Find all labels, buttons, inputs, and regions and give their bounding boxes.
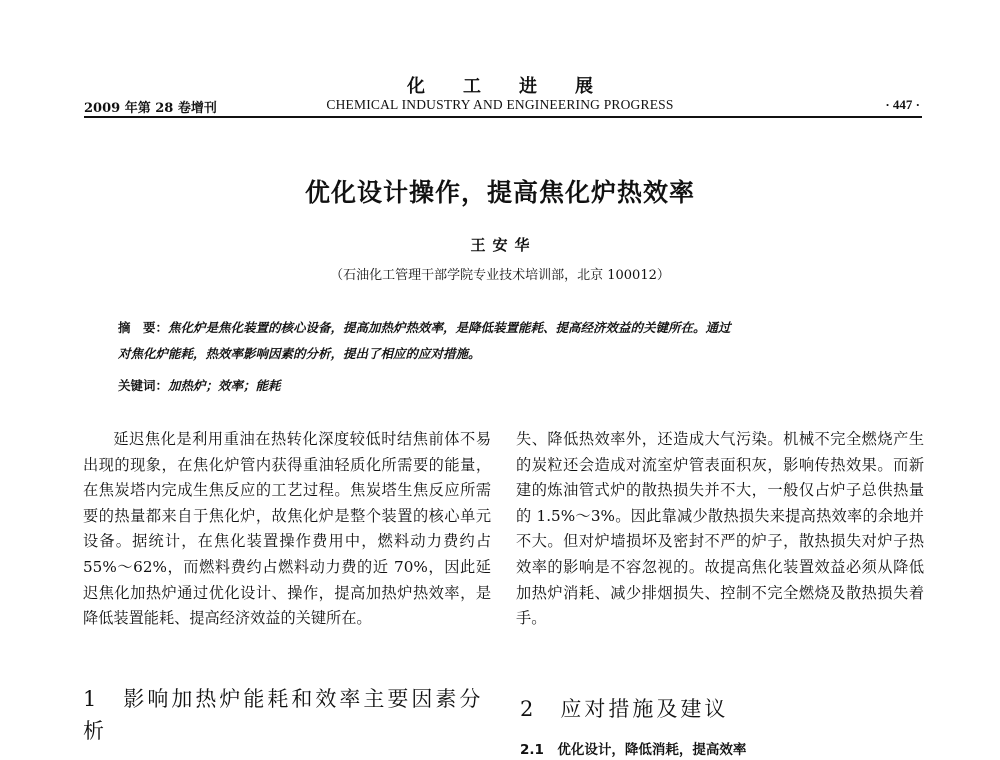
abstract-label: 摘 要： (118, 320, 169, 335)
intro-paragraph: 延迟焦化是利用重油在热转化深度较低时结焦前体不易出现的现象，在焦化炉管内获得重油轻质化所需要的能量，在焦炭塔内完成生焦反应的工艺过程。焦炭塔生焦反应所需要的热量都来自于焦化炉，故焦化炉是整个装置的核心单元设备。据统计，在焦化装置操作费用中，燃料动力费约占 55%～62%，而燃料费约占燃料动力费的近 70%，因此延迟焦化加热炉通过优化设计、操作，提高加热炉热效率，是降低装置能耗、提高经济效益的关键所在。 (83, 430, 491, 628)
continued-paragraph: 失、降低热效率外，还造成大气污染。机械不完全燃烧产生的炭粒还会造成对流室炉管表面积灰，影响传热效果。而新建的炼油管式炉的散热损失并不大，一般仅占炉子总供热量的 1.5%～3%。因此靠减少散热损失来提高热效率的余地并不大。但对炉墙损坏及密封不严的炉子，散热损失对炉子热效率的影响是不容忽视的。故提高焦化装置效益必须从降低加热炉消耗、减少排烟损失、控制不完全燃烧及散热损失着手。 (516, 430, 924, 628)
abstract-text-1: 焦化炉是焦化装置的核心设备，提高加热炉热效率，是降低装置能耗、提高经济效益的关键所在。通过 (168, 320, 731, 335)
journal-title-english: CHEMICAL INDUSTRY AND ENGINEERING PROGRESS (326, 97, 674, 112)
left-column (83, 427, 491, 632)
keywords-label: 关键词： (118, 378, 169, 393)
keywords-text: 加热炉；效率；能耗 (168, 378, 281, 393)
issue-info: 2009 年第 28 卷增刊 (84, 101, 217, 116)
subsection-2-1-heading: 2.1 优化设计，降低消耗，提高效率 (520, 742, 747, 758)
abstract-line-1 (118, 318, 918, 336)
right-column (516, 427, 924, 632)
header-rule (84, 116, 922, 118)
article-title: 优化设计操作，提高焦化炉热效率 (304, 178, 695, 207)
abstract-line-2 (118, 344, 918, 362)
section-1-heading: 1 影响加热炉能耗和效率主要因素分析 (83, 687, 484, 743)
keywords-line (118, 376, 918, 394)
page-number: · 447 · (885, 97, 920, 112)
article-author: 王安华 (470, 236, 537, 254)
section-2-heading: 2 应对措施及建议 (520, 697, 729, 721)
journal-title-chinese: 化工进展 (407, 76, 631, 97)
author-affiliation: （石油化工管理干部学院专业技术培训部，北京 100012） (330, 268, 670, 283)
abstract-text-2: 对焦化炉能耗，热效率影响因素的分析，提出了相应的应对措施。 (118, 346, 481, 361)
